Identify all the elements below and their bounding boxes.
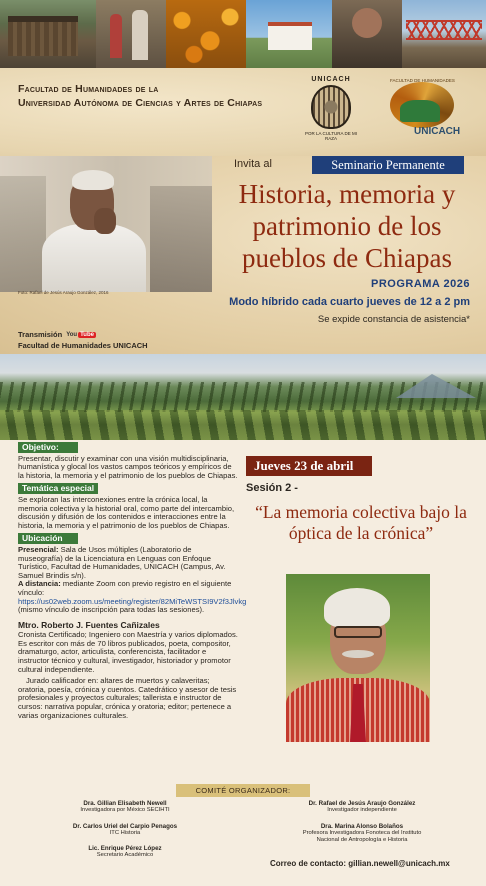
- speaker-bio-1: Cronista Certificado; Ingeniero con Maestría y varios diplomados. Es escritor con más de 70 libros publicados, poeta, compositor, dramaturgo, actor, articulista, conferencista, facilitador e instructor técnico y cultural, investigador, historiador y promotor cultural independiente.: [18, 630, 238, 674]
- speaker-bio-2: Jurado calificador en: altares de muertos y calaveritas; oratoria, poesía, crónica y cuentos. Catedrático y asesor de tesis profesionales y proyectos culturales; tallerista e instructor de cursos: narrativa popular, crónica y oratoria; editor; pertenece a varias organizaciones culturales.: [18, 676, 237, 720]
- talk-title: “La memoria colectiva bajo la óptica de la crónica”: [255, 502, 467, 543]
- member-role: Secretario Académico: [96, 852, 154, 858]
- member-role: ITC Historia: [109, 830, 141, 836]
- hero: [0, 156, 486, 354]
- ubicacion-heading: Ubicación: [18, 533, 78, 544]
- transmission-label: Transmisión: [18, 330, 63, 339]
- landscape-photo: [0, 354, 486, 440]
- zoom-link[interactable]: https://us02web.zoom.us/meeting/register/82MiTeWSTSI9V2f3Jlvkg: [18, 596, 247, 606]
- member-name: Dra. Marina Alonso Bolaños: [320, 823, 404, 830]
- ubicacion-text: [18, 544, 247, 615]
- objetivo-text: Presentar, discutir y examinar con una visión multidisciplinaria, humanística y glocal los vastos campos teóricos y empíricos de la historia, la memoria y el patrimonio de los pueblos de Chiapas.: [18, 453, 238, 480]
- member-role: Profesora Investigadora Fonoteca del Instituto Nacional de Antropología e Historia: [302, 830, 422, 843]
- session-column: [246, 456, 476, 544]
- speaker-portrait: [286, 574, 430, 742]
- member-name: Dra. Gillian Elisabeth Newell: [83, 800, 167, 807]
- contact-email[interactable]: Correo de contacto: gillian.newell@unicach.mx: [270, 859, 450, 868]
- seal-motto: POR LA CULTURA DE MI RAZA: [305, 131, 357, 141]
- info-column: [18, 442, 247, 723]
- faculty-line-1: Facultad de Humanidades de la: [18, 83, 159, 95]
- distancia-label: A distancia:: [18, 579, 61, 589]
- tematica-text: Se exploran las interconexiones entre la crónica local, la memoria colectiva y la historial oral, como parte del intercambio, discusión y difusión de los contenidos e interacciones entre la historia, la memoria y el patrimonio de los pueblos de Chiapas.: [18, 494, 235, 530]
- committee-member: [296, 823, 428, 844]
- transmission-line: [18, 330, 96, 339]
- photo-bridge: [402, 0, 486, 68]
- photo-church: [246, 0, 332, 68]
- member-role: Investigadora por México SECIHTI: [80, 807, 170, 813]
- member-role: Investigador independiente: [327, 807, 397, 813]
- presencial-label: Presencial:: [18, 544, 59, 554]
- faculty-name: [18, 82, 262, 110]
- youtube-icon[interactable]: You Tube: [66, 331, 94, 338]
- schedule-text: Modo híbrido cada cuarto jueves de 12 a 2 pm: [229, 296, 470, 308]
- presencial-text: Sala de Usos múltiples (Laboratorio de museografía) de la Licenciatura en Lenguas con Enfoque Turístico, Facultad de Humanidades, UNICACH (Campus, Av. Samuel Brindis s/n).: [18, 544, 226, 580]
- committee-member: [70, 800, 180, 814]
- distancia-text: mediante Zoom con previo registro en el siguiente vínculo:: [18, 579, 232, 597]
- objetivo-heading: Objetivo:: [18, 442, 78, 453]
- invite-text: Invita al: [234, 158, 272, 170]
- photo-credit: Foto: Rafael de Jesús Araujo González, 2016: [18, 290, 109, 295]
- committee-footer: [0, 770, 486, 886]
- seal-top-text: UNICACH: [311, 76, 351, 83]
- zoom-note: (mismo vínculo de inscripción para todas las sesiones).: [18, 605, 205, 615]
- programa-label: PROGRAMA 2026: [370, 278, 470, 290]
- member-name: Dr. Carlos Uriel del Carpio Penagos: [72, 823, 178, 830]
- logo-tree-icon: [400, 100, 440, 122]
- committee-heading: COMITÉ ORGANIZADOR:: [176, 784, 310, 797]
- photo-wooden-house: [0, 0, 96, 68]
- header: [0, 68, 486, 156]
- member-name: Dr. Rafael de Jesús Araujo González: [308, 800, 416, 807]
- committee-member: [66, 823, 184, 837]
- photo-strip: [0, 0, 486, 68]
- session-number: Sesión 2 -: [246, 482, 298, 494]
- speaker-name: Mtro. Roberto J. Fuentes Cañizales: [18, 619, 160, 630]
- humanities-faculty-logo: [384, 78, 474, 142]
- hero-photo-man: [0, 156, 212, 292]
- logo-name: UNICACH: [414, 126, 461, 137]
- faculty-line-2: Universidad Autónoma de Ciencias y Artes de Chiapas: [18, 97, 263, 109]
- seal-icon: [311, 85, 351, 129]
- mountain-shape: [396, 374, 476, 398]
- photo-cook: [332, 0, 402, 68]
- committee-member: [80, 845, 170, 859]
- photo-indigenous-women: [96, 0, 166, 68]
- seminar-badge: Seminario Permanente: [312, 156, 464, 174]
- committee-member: [300, 800, 424, 814]
- unicach-seal-logo: [304, 76, 358, 146]
- content: [0, 440, 486, 770]
- member-name: Lic. Enrique Pérez López: [88, 845, 162, 852]
- logo-ring-text: FACULTAD DE HUMANIDADES: [390, 78, 455, 83]
- certificate-note: Se expide constancia de asistencia*: [317, 314, 470, 325]
- main-title: Historia, memoria y patrimonio de los pueblos de Chiapas: [238, 179, 456, 273]
- session-date-badge: Jueves 23 de abril: [246, 456, 372, 476]
- tematica-heading: Temática especial: [18, 483, 98, 494]
- channel-name: Facultad de Humanidades UNICACH: [18, 341, 148, 350]
- photo-fruits: [166, 0, 246, 68]
